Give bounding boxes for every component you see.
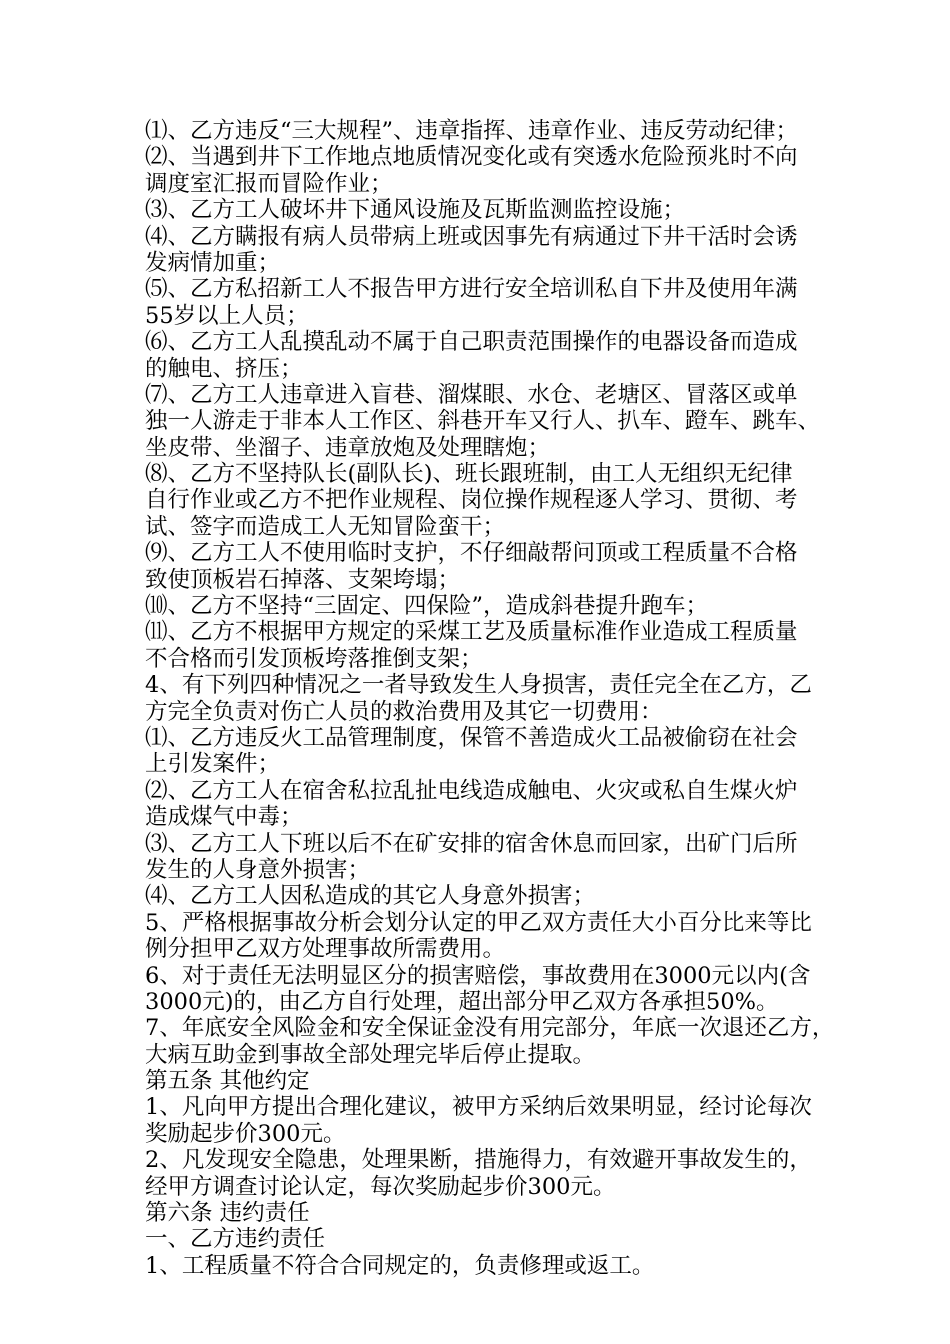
text-line: 致使顶板岩石掉落、支架垮塌； bbox=[145, 566, 461, 593]
section-heading: 第六条 违约责任 bbox=[145, 1200, 310, 1227]
text-line: 发病情加重； bbox=[145, 249, 281, 276]
text-line: ⑵、乙方工人在宿舍私拉乱扯电线造成触电、火灾或私自生煤火炉 bbox=[145, 777, 798, 804]
text-line: ⑶、乙方工人下班以后不在矿安排的宿舍休息而回家，出矿门后所 bbox=[145, 830, 798, 857]
text-line: 经甲方调查讨论认定，每次奖励起步价300元。 bbox=[145, 1173, 616, 1200]
text-line: ⑻、乙方不坚持队长(副队长)、班长跟班制，由工人无组织无纪律 bbox=[145, 461, 793, 488]
text-line: 的触电、挤压； bbox=[145, 355, 303, 382]
text-line: 6、对于责任无法明显区分的损害赔偿，事故费用在3000元以内(含 bbox=[145, 962, 811, 989]
text-line: 例分担甲乙双方处理事故所需费用。 bbox=[145, 936, 506, 963]
text-line: ⑾、乙方不根据甲方规定的采煤工艺及质量标准作业造成工程质量 bbox=[145, 619, 798, 646]
text-line: 2、凡发现安全隐患，处理果断，措施得力，有效避开事故发生的， bbox=[145, 1147, 812, 1174]
text-line: 大病互助金到事故全部处理完毕后停止提取。 bbox=[145, 1041, 596, 1068]
text-line: 上引发案件； bbox=[145, 751, 281, 778]
document-body bbox=[145, 118, 835, 1279]
text-line: 坐皮带、坐溜子、违章放炮及处理瞎炮； bbox=[145, 434, 551, 461]
text-line: 3000元)的，由乙方自行处理，超出部分甲乙双方各承担50%。 bbox=[145, 988, 779, 1015]
text-line: 1、工程质量不符合合同规定的，负责修理或返工。 bbox=[145, 1252, 655, 1279]
text-line: ⑶、乙方工人破坏井下通风设施及瓦斯监测监控设施； bbox=[145, 197, 686, 224]
text-line: 1、凡向甲方提出合理化建议，被甲方采纳后效果明显，经讨论每次 bbox=[145, 1094, 812, 1121]
text-line: ⑴、乙方违反“三大规程”、违章指挥、违章作业、违反劳动纪律； bbox=[145, 118, 799, 144]
text-line: 试、签字而造成工人无知冒险蛮干； bbox=[145, 513, 506, 540]
text-line: ⑷、乙方工人因私造成的其它人身意外损害； bbox=[145, 883, 596, 910]
text-line: 发生的人身意外损害； bbox=[145, 856, 371, 883]
text-line: 5、严格根据事故分析会划分认定的甲乙双方责任大小百分比来等比 bbox=[145, 909, 812, 936]
text-line: ⑴、乙方违反火工品管理制度，保管不善造成火工品被偷窃在社会 bbox=[145, 724, 798, 751]
text-line: ⑺、乙方工人违章进入盲巷、溜煤眼、水仓、老塘区、冒落区或单 bbox=[145, 381, 798, 408]
text-line: 调度室汇报而冒险作业； bbox=[145, 170, 393, 197]
text-line: 不合格而引发顶板垮落推倒支架； bbox=[145, 645, 483, 672]
text-line: ⑹、乙方工人乱摸乱动不属于自己职责范围操作的电器设备而造成 bbox=[145, 329, 798, 356]
text-line: ⑸、乙方私招新工人不报告甲方进行安全培训私自下井及使用年满 bbox=[145, 276, 798, 303]
text-line: 7、年底安全风险金和安全保证金没有用完部分，年底一次退还乙方， bbox=[145, 1015, 835, 1042]
text-line: ⑽、乙方不坚持“三固定、四保险”，造成斜巷提升跑车； bbox=[145, 593, 709, 620]
text-line: ⑷、乙方瞒报有病人员带病上班或因事先有病通过下井干活时会诱 bbox=[145, 223, 798, 250]
text-line: ⑼、乙方工人不使用临时支护，不仔细敲帮问顶或工程质量不合格 bbox=[145, 540, 798, 567]
text-line: 自行作业或乙方不把作业规程、岗位操作规程逐人学习、贯彻、考 bbox=[145, 487, 798, 514]
text-line: 奖励起步价300元。 bbox=[145, 1120, 346, 1147]
text-line: 4、有下列四种情况之一者导致发生人身损害，责任完全在乙方，乙 bbox=[145, 672, 812, 699]
text-line: 方完全负责对伤亡人员的救治费用及其它一切费用： bbox=[145, 698, 663, 725]
text-line: ⑵、当遇到井下工作地点地质情况变化或有突透水危险预兆时不向 bbox=[145, 144, 798, 171]
subsection-heading: 一、乙方违约责任 bbox=[145, 1226, 326, 1253]
text-line: 55岁以上人员； bbox=[145, 302, 309, 329]
section-heading: 第五条 其他约定 bbox=[145, 1068, 310, 1095]
text-line: 独一人游走于非本人工作区、斜巷开车又行人、扒车、蹬车、跳车、 bbox=[145, 408, 821, 435]
text-line: 造成煤气中毒； bbox=[145, 804, 303, 831]
